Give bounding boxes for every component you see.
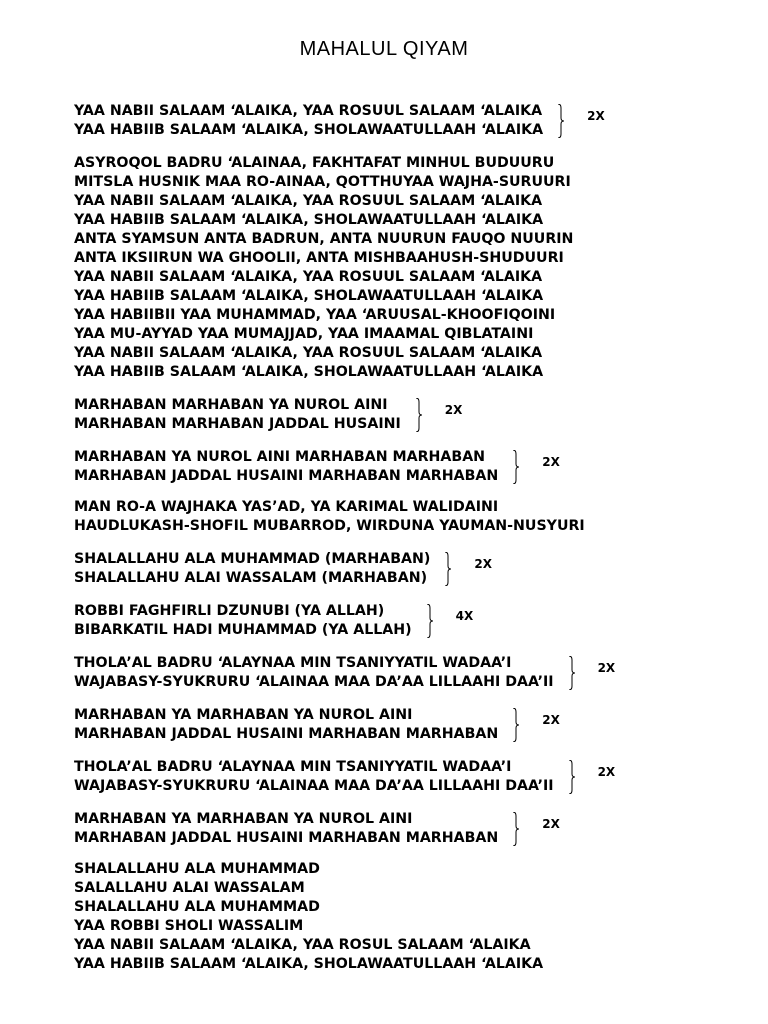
lyric-line: ANTA IKSIIRUN WA GHOOLII, ANTA MISHBAAHUSH-SHUDUURI [74, 250, 564, 266]
repeat-count: 2X [444, 403, 463, 417]
lyric-line: YAA HABIIB SALAAM ‘ALAIKA, SHOLAWAATULLAAH ‘ALAIKA [74, 212, 544, 228]
lyric-line: YAA ROBBI SHOLI WASSALIM [74, 918, 304, 934]
lyric-line: SHALALLAHU ALAI WASSALAM (MARHABAN) [74, 570, 428, 586]
repeat-brace-icon [512, 812, 520, 846]
lyric-line: MARHABAN MARHABAN JADDAL HUSAINI [74, 416, 401, 432]
repeat-count: 2X [597, 765, 616, 779]
repeat-count: 4X [455, 609, 474, 623]
lyric-line: MARHABAN YA MARHABAN YA NUROL AINI [74, 707, 413, 723]
lyric-line: YAA HABIIB SALAAM ‘ALAIKA, SHOLAWAATULLAAH ‘ALAIKA [74, 288, 544, 304]
lyric-line: MARHABAN YA MARHABAN YA NUROL AINI [74, 811, 413, 827]
repeat-brace-icon [444, 552, 452, 586]
repeat-brace-icon [568, 656, 576, 690]
lyric-line: SHALALLAHU ALA MUHAMMAD [74, 861, 320, 877]
lyric-line: THOLA’AL BADRU ‘ALAYNAA MIN TSANIYYATIL WADAA’I [74, 759, 512, 775]
lyric-line: HAUDLUKASH-SHOFIL MUBARROD, WIRDUNA YAUMAN-NUSYURI [74, 518, 585, 534]
lyric-line: MARHABAN YA NUROL AINI MARHABAN MARHABAN [74, 449, 486, 465]
lyric-line: THOLA’AL BADRU ‘ALAYNAA MIN TSANIYYATIL WADAA’I [74, 655, 512, 671]
repeat-count: 2X [597, 661, 616, 675]
lyric-line: ASYROQOL BADRU ‘ALAINAA, FAKHTAFAT MINHUL BUDUURU [74, 155, 555, 171]
repeat-count: 2X [587, 109, 605, 123]
lyric-line: YAA NABII SALAAM ‘ALAIKA, YAA ROSUUL SALAAM ‘ALAIKA [74, 103, 543, 119]
lyric-line: ROBBI FAGHFIRLI DZUNUBI (YA ALLAH) [74, 603, 385, 619]
lyric-line: YAA MU-AYYAD YAA MUMAJJAD, YAA IMAAMAL QIBLATAINI [74, 326, 534, 342]
repeat-brace-icon [557, 104, 565, 138]
lyric-line: YAA HABIIB SALAAM ‘ALAIKA, SHOLAWAATULLAAH ‘ALAIKA [74, 122, 544, 138]
page-title: MAHALUL QIYAM [299, 38, 469, 60]
lyric-line: YAA HABIIB SALAAM ‘ALAIKA, SHOLAWAATULLAAH ‘ALAIKA [74, 956, 544, 972]
lyric-line: YAA NABII SALAAM ‘ALAIKA, YAA ROSUL SALAAM ‘ALAIKA [74, 937, 531, 953]
lyric-line: WAJABASY-SYUKRURU ‘ALAINAA MAA DA’AA LILLAAHI DAA’II [74, 674, 554, 690]
lyric-line: SHALALLAHU ALA MUHAMMAD [74, 899, 320, 915]
repeat-count: 2X [542, 817, 560, 831]
lyric-line: MARHABAN JADDAL HUSAINI MARHABAN MARHABAN [74, 468, 499, 484]
lyric-line: YAA HABIIB SALAAM ‘ALAIKA, SHOLAWAATULLAAH ‘ALAIKA [74, 364, 544, 380]
repeat-brace-icon [512, 450, 520, 484]
lyric-line: SALALLAHU ALAI WASSALAM [74, 880, 305, 896]
repeat-count: 2X [542, 713, 560, 727]
lyric-line: YAA NABII SALAAM ‘ALAIKA, YAA ROSUUL SALAAM ‘ALAIKA [74, 345, 543, 361]
lyric-line: WAJABASY-SYUKRURU ‘ALAINAA MAA DA’AA LILLAAHI DAA’II [74, 778, 554, 794]
repeat-count: 2X [542, 455, 560, 469]
repeat-brace-icon [512, 708, 520, 742]
lyric-line: SHALALLAHU ALA MUHAMMAD (MARHABAN) [74, 551, 431, 567]
repeat-count: 2X [474, 557, 492, 571]
lyric-line: MARHABAN MARHABAN YA NUROL AINI [74, 397, 388, 413]
lyric-line: MITSLA HUSNIK MAA RO-AINAA, QOTTHUYAA WAJHA-SURUURI [74, 174, 571, 190]
lyric-line: MARHABAN JADDAL HUSAINI MARHABAN MARHABAN [74, 830, 499, 846]
lyric-line: BIBARKATIL HADI MUHAMMAD (YA ALLAH) [74, 622, 412, 638]
lyric-line: YAA NABII SALAAM ‘ALAIKA, YAA ROSUUL SALAAM ‘ALAIKA [74, 193, 543, 209]
repeat-brace-icon [415, 398, 423, 432]
repeat-brace-icon [568, 760, 576, 794]
lyric-line: ANTA SYAMSUN ANTA BADRUN, ANTA NUURUN FAUQO NUURIN [74, 231, 574, 247]
lyric-line: YAA NABII SALAAM ‘ALAIKA, YAA ROSUUL SALAAM ‘ALAIKA [74, 269, 543, 285]
lyric-line: MARHABAN JADDAL HUSAINI MARHABAN MARHABAN [74, 726, 499, 742]
lyric-line: YAA HABIIBII YAA MUHAMMAD, YAA ‘ARUUSAL-KHOOFIQOINI [74, 307, 556, 323]
repeat-brace-icon [426, 604, 434, 638]
lyric-line: MAN RO-A WAJHAKA YAS’AD, YA KARIMAL WALIDAINI [74, 499, 499, 515]
